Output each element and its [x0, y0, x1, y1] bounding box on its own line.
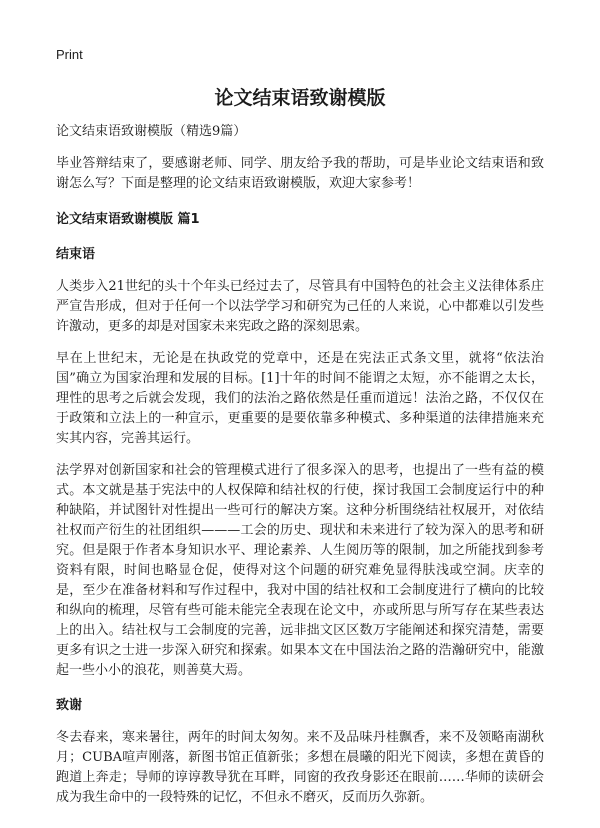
section-title: 论文结束语致谢模版 篇1 [56, 212, 200, 227]
page-title: 论文结束语致谢模版 [214, 87, 386, 109]
conclusion-paragraph: 早在上世纪末，无论是在执政党的党章中，还是在宪法正式条文里，就将“依法治国”确立为国家治理和发展的目标。[1]十年的时间不能谓之太短，亦不能谓之太长，理性的思考之后就会发现，我们的法治之路依然是任重而道远！法治之路，不仅仅在于政策和立法上的一种宣示，更重要的是要依靠多种模式、多种渠道的法律措施来充实其内容，完善其运行。 [56, 351, 544, 446]
print-link[interactable]: Print [56, 47, 83, 62]
intro-paragraph: 毕业答辩结束了，要感谢老师、同学、朋友给予我的帮助，可是毕业论文结束语和致谢怎么写？下面是整理的论文结束语致谢模版，欢迎大家参考！ [56, 156, 544, 191]
document-subtitle: 论文结束语致谢模版（精选9篇） [56, 124, 247, 139]
conclusion-paragraph: 人类步入21世纪的头十个年头已经过去了，尽管具有中国特色的社会主义法律体系庄严宣告形成，但对于任何一个以法学学习和研究为己任的人来说，心中都难以引发些许激动，更多的却是对国家未来宪政之路的深刻思索。 [56, 279, 544, 334]
conclusion-heading: 结束语 [56, 247, 96, 262]
thanks-heading: 致谢 [56, 698, 83, 713]
conclusion-paragraph: 法学界对创新国家和社会的管理模式进行了很多深入的思考，也提出了一些有益的模式。本文就是基于宪法中的人权保障和结社权的行使，探讨我国工会制度运行中的种种缺陷，并试图针对性提出一些可行的解决方案。这种分析围绕结社权展开，对依结社权而产衍生的社团组织———工会的历史、现状和未来进行了较为深入的思考和研究。但是限于作者本身知识水平、理论素养、人生阅历等的限制，加之所能找到参考资料有限，时间也略显仓促，使得对这个问题的研究难免显得肤浅或空洞。庆幸的是，至少在准备材料和写作过程中，我对中国的结社权和工会制度进行了横向的比较和纵向的梳理，尽管有些可能未能完全表现在论文中，亦或所思与所写存在某些表达上的出入。结社权与工会制度的完善，远非拙文区区数万字能阐述和探究清楚，需要更多有识之士进一步深入研究和探索。如果本文在中国法治之路的浩瀚研究中，能激起一些小小的浪花，则善莫大焉。 [56, 463, 544, 678]
thanks-paragraph: 冬去春来，寒来暑往，两年的时间太匆匆。来不及品味丹桂飘香，来不及领略南湖秋月；CUBA喧声刚落，新图书馆正值新张；多想在晨曦的阳光下阅读，多想在黄昏的跑道上奔走；导师的谆谆教导犹在耳畔，同窗的孜孜身影还在眼前……华师的读研会成为我生命中的一段特殊的记忆，不但永不磨灭，反而历久弥新。 [56, 730, 544, 805]
